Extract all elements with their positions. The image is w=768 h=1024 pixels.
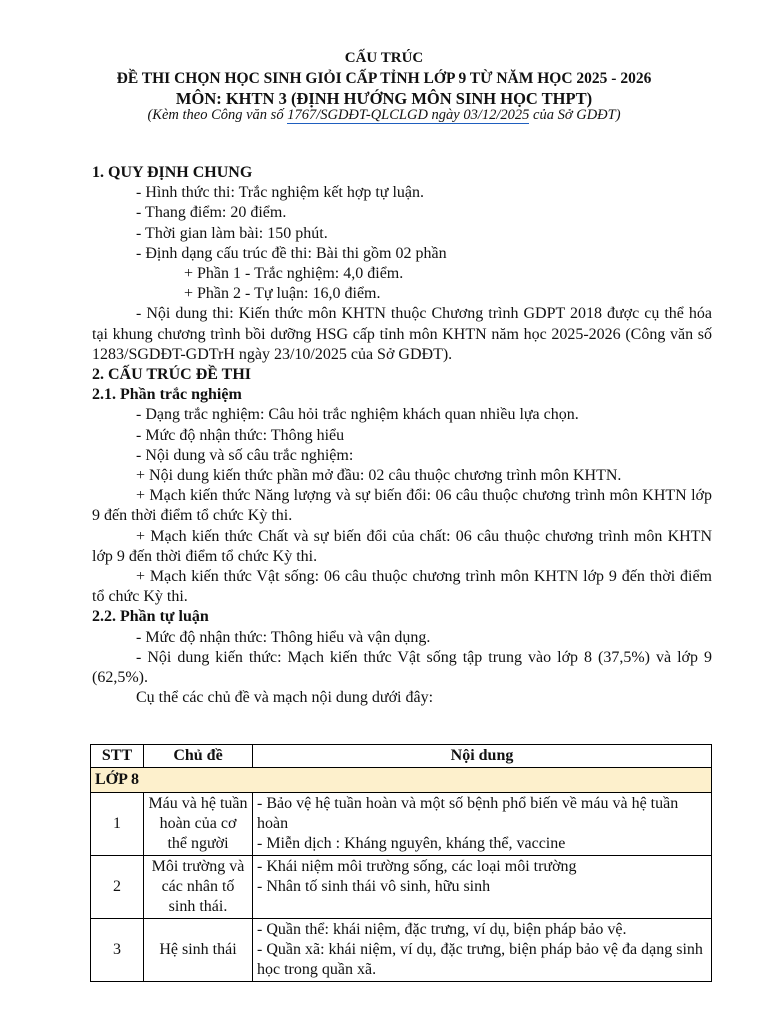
exam-content: - Nội dung thi: Kiến thức môn KHTN thuộc Chương trình GDPT 2018 được cụ thể hóa tại khung chương trình bồi dưỡng HSG cấp tỉnh môn KHTN năm học 2025-2026 (Công văn số 1283/SGDĐT-GDTrH ngày 23/10/2025 của Sở GDĐT). [92,305,712,363]
section-heading-structure: 2. CẤU TRÚC ĐỀ THI [92,366,251,384]
mc-item-matter: + Mạch kiến thức Chất và sự biến đổi của chất: 06 câu thuộc chương trình môn KHTN lớp 9 đến thời điểm tổ chức Kỳ thi. [92,527,712,565]
section-heading-general: 1. QUY ĐỊNH CHUNG [92,164,253,181]
header-topic: Chủ đề [144,745,253,768]
content-line: - Quần thể: khái niệm, đặc trưng, ví dụ, biện pháp bảo vệ. [257,921,627,938]
content-line: - Miễn dịch : Kháng nguyên, kháng thể, vaccine [257,835,566,852]
row-content [253,856,712,919]
row-stt: 2 [91,856,144,919]
content-line: - Bảo vệ hệ tuần hoàn và một số bệnh phổ biến về máu và hệ tuần hoàn [257,795,679,832]
mc-item-intro: + Nội dung kiến thức phần mở đầu: 02 câu thuộc chương trình môn KHTN. [136,467,622,485]
table-row [91,919,712,982]
exam-part-2: + Phần 2 - Tự luận: 16,0 điểm. [184,285,381,303]
reference-suffix: của Sở GDĐT) [529,107,621,123]
reference-prefix: (Kèm theo Công văn số [147,107,288,123]
row-topic: Môi trường và các nhân tố sinh thái. [144,856,253,919]
header-content: Nội dung [253,745,712,768]
document-title: CẤU TRÚC [344,50,424,66]
document-reference [0,107,768,124]
subsection-heading-mc: 2.1. Phần trắc nghiệm [92,386,242,404]
row-topic: Hệ sinh thái [144,919,253,982]
content-line: - Quần xã: khái niệm, ví dụ, đặc trưng, biện pháp bảo vệ đa dạng sinh học trong quần xã. [257,941,703,978]
mc-level: - Mức độ nhận thức: Thông hiểu [136,426,345,444]
mc-item-living: + Mạch kiến thức Vật sống: 06 câu thuộc chương trình môn KHTN lớp 9 đến thời điểm tổ chức Kỳ thi. [92,568,712,606]
topics-table [90,744,712,982]
grade-label: LỚP 8 [91,768,712,793]
essay-level: - Mức độ nhận thức: Thông hiểu và vận dụng. [136,628,431,646]
row-stt: 1 [91,793,144,856]
essay-intro: Cụ thể các chủ đề và mạch nội dung dưới đây: [136,689,434,707]
mc-item-energy: + Mạch kiến thức Năng lượng và sự biến đổi: 06 câu thuộc chương trình môn KHTN lớp 9 đến thời điểm tổ chức Kỳ thi. [92,487,712,525]
exam-scale: - Thang điểm: 20 điểm. [136,204,287,222]
table-row [91,856,712,919]
grade-row [91,768,712,793]
exam-form: - Hình thức thi: Trắc nghiệm kết hợp tự luận. [136,184,424,202]
subsection-heading-essay: 2.2. Phần tự luận [92,608,209,626]
row-content [253,919,712,982]
content-line: - Nhân tố sinh thái vô sinh, hữu sinh [257,878,491,895]
reference-link[interactable]: 1767/SGDĐT-QLCLGD ngày 03/12/2025 [287,107,530,123]
exam-structure: - Định dạng cấu trúc đề thi: Bài thi gồm 02 phần [136,244,447,262]
row-topic: Máu và hệ tuần hoàn của cơ thể người [144,793,253,856]
row-content [253,793,712,856]
essay-content: - Nội dung kiến thức: Mạch kiến thức Vật sống tập trung vào lớp 8 (37,5%) và lớp 9 (62,5%). [92,648,712,687]
table-row [91,793,712,856]
table-header-row [91,745,712,768]
row-stt: 3 [91,919,144,982]
header-stt: STT [91,745,144,768]
exam-part-1: + Phần 1 - Trắc nghiệm: 4,0 điểm. [184,265,404,283]
exam-time: - Thời gian làm bài: 150 phút. [136,224,328,242]
content-line: - Khái niệm môi trường sống, các loại môi trường [257,858,577,875]
mc-scope: - Nội dung và số câu trắc nghiệm: [136,446,354,464]
document-body [92,163,712,708]
document-subtitle: ĐỀ THI CHỌN HỌC SINH GIỎI CẤP TỈNH LỚP 9 TỪ NĂM HỌC 2025 - 2026 [116,70,652,87]
document-subject: MÔN: KHTN 3 (ĐỊNH HƯỚNG MÔN SINH HỌC THPT) [175,89,593,108]
mc-type: - Dạng trắc nghiệm: Câu hỏi trắc nghiệm khách quan nhiều lựa chọn. [136,406,579,424]
